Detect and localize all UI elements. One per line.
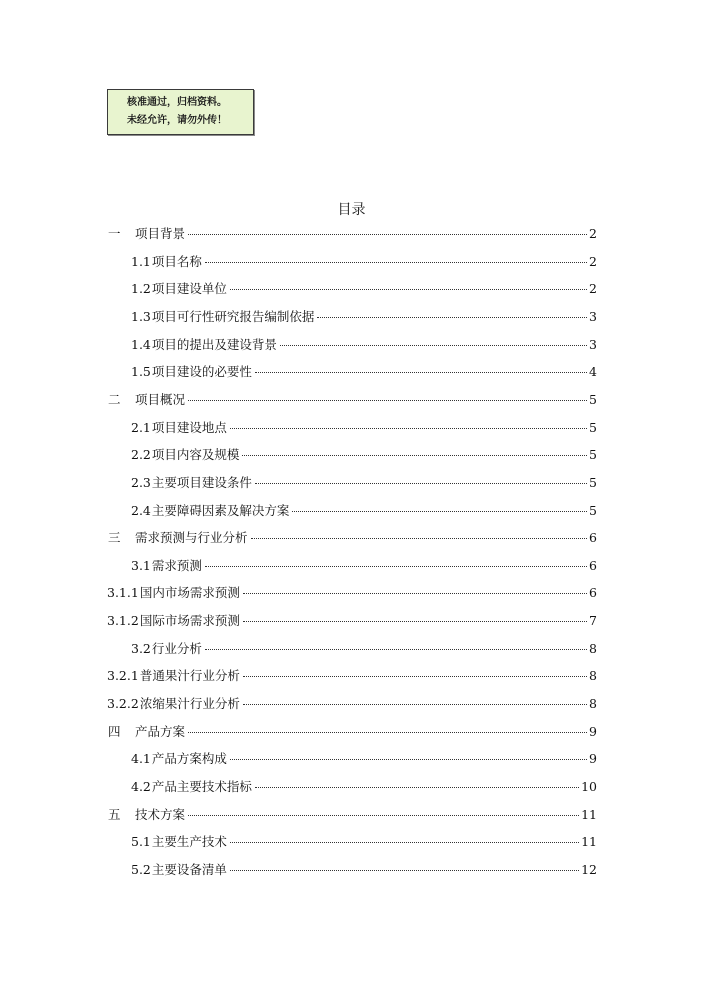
toc-entry-page: 2 [589,281,597,297]
toc-dot-leader [188,815,579,816]
toc-dot-leader [205,566,587,567]
toc-entry-title: 需求预测与行业分析 [135,530,248,546]
toc-entry-title: 行业分析 [151,640,202,656]
toc-entry-number: 1.3 [131,308,151,324]
toc-entry[interactable] [108,805,597,825]
toc-dot-leader [243,704,587,705]
toc-entry-number: 1.5 [131,364,151,380]
toc-entry-title: 项目名称 [151,253,202,269]
toc-entry-number: 2.3 [131,474,151,490]
toc-title: 目录 [337,202,366,218]
toc-entry-number: 3.2.1 [107,668,139,684]
toc-entry-page: 5 [589,447,597,463]
toc-entry[interactable] [131,473,597,493]
toc-entry-page: 5 [589,474,597,490]
toc-entry-number: 2.1 [131,419,151,435]
toc-entry-number: 四 [108,723,121,739]
toc-entry[interactable] [107,611,597,631]
toc-entry-page: 6 [589,557,597,573]
toc-entry-page: 5 [589,419,597,435]
toc-dot-leader [255,483,587,484]
toc-dot-leader [243,676,587,677]
toc-entry-number: 1.2 [131,281,151,297]
toc-entry-number: 2.2 [131,447,151,463]
toc-entry-title: 项目建设单位 [151,281,227,297]
toc-entry-page: 7 [589,613,597,629]
toc-entry[interactable] [131,279,597,299]
toc-entry[interactable] [131,777,597,797]
toc-entry-number: 5.1 [131,834,151,850]
toc-entry-number: 3.1.1 [107,585,139,601]
toc-entry-number: 2.4 [131,502,151,518]
toc-entry-number: 3.2 [131,640,151,656]
toc-entry[interactable] [131,418,597,438]
toc-entry-page: 6 [589,585,597,601]
toc-dot-leader [188,400,587,401]
toc-entry-title: 项目的提出及建设背景 [151,336,277,352]
toc-entry-title: 主要项目建设条件 [151,474,252,490]
toc-entry-page: 9 [589,751,597,767]
toc-entry-title: 主要生产技术 [151,834,227,850]
toc-dot-leader [280,345,587,346]
toc-entry-page: 12 [581,861,597,877]
toc-entry[interactable] [131,252,597,272]
toc-dot-leader [292,511,587,512]
toc-dot-leader [188,732,587,733]
toc-entry[interactable] [131,445,597,465]
toc-entry-number: 4.2 [131,779,151,794]
toc-entry-page: 8 [589,696,597,712]
toc-entry-number: 二 [108,391,121,407]
toc-dot-leader [230,759,587,760]
toc-dot-leader [317,317,587,318]
toc-dot-leader [230,870,579,871]
toc-dot-leader [230,842,579,843]
toc-entry[interactable] [108,528,597,548]
toc-entry-page: 10 [581,779,597,794]
toc-entry[interactable] [108,390,597,410]
toc-entry[interactable] [131,501,597,521]
toc-entry-page: 6 [589,530,597,546]
toc-entry-title: 需求预测 [151,557,202,573]
toc-entry-page: 3 [589,308,597,324]
toc-dot-leader [242,455,587,456]
toc-entry-number: 三 [108,530,121,546]
toc-entry-title: 浓缩果汁行业分析 [139,696,240,712]
toc-entry[interactable] [131,307,597,327]
toc-dot-leader [205,262,587,263]
toc-entry-title: 产品主要技术指标 [151,779,252,794]
toc-entry-number: 3.1 [131,557,151,573]
toc-dot-leader [205,649,587,650]
toc-entry-title: 普通果汁行业分析 [139,668,240,684]
toc-entry[interactable] [131,362,597,382]
toc-entry-page: 9 [589,723,597,739]
toc-dot-leader [255,787,579,788]
toc-entry-page: 3 [589,336,597,352]
toc-dot-leader [230,428,587,429]
approval-stamp [107,89,254,135]
toc-entry[interactable] [108,722,597,742]
toc-dot-leader [243,593,587,594]
toc-entry-page: 5 [589,391,597,407]
toc-entry-title: 项目背景 [135,226,186,241]
stamp-line-2: 未经允许，请勿外传！ [127,115,227,126]
toc-entry-number: 5.2 [131,861,151,877]
toc-entry-number: 五 [108,806,121,822]
toc-entry-title: 国际市场需求预测 [139,613,240,629]
toc-entry-title: 项目建设地点 [151,419,227,435]
toc-entry-title: 产品方案构成 [151,751,227,767]
toc-entry-title: 国内市场需求预测 [139,585,240,601]
toc-entry-page: 2 [589,253,597,269]
toc-entry-title: 项目概况 [135,391,186,407]
toc-entry-page: 4 [589,364,597,380]
toc-entry[interactable] [107,666,597,686]
toc-entry-number: 4.1 [131,751,151,767]
toc-entry[interactable] [131,832,597,852]
toc-entry[interactable] [131,335,597,355]
toc-entry-title: 主要障碍因素及解决方案 [151,502,290,518]
toc-entry[interactable] [131,556,597,576]
toc-entry[interactable] [108,224,597,244]
toc-dot-leader [243,621,587,622]
toc-entry-title: 项目建设的必要性 [151,364,252,380]
toc-entry[interactable] [131,860,597,880]
stamp-line-1: 核准通过，归档资料。 [127,97,227,108]
toc-entry-title: 技术方案 [135,806,186,822]
toc-entry-page: 8 [589,640,597,656]
toc-entry-page: 11 [581,834,597,850]
toc-dot-leader [251,538,588,539]
toc-entry-page: 8 [589,668,597,684]
toc-entry-number: 3.2.2 [107,696,139,712]
toc-entry[interactable] [131,639,597,659]
toc-entry-title: 产品方案 [135,723,186,739]
toc-entry-page: 2 [589,226,597,241]
toc-entry-title: 主要设备清单 [151,861,227,877]
toc-entry[interactable] [107,583,597,603]
toc-entry-number: 1.4 [131,336,151,352]
toc-entry-number: 1.1 [131,253,151,269]
toc-entry-title: 项目可行性研究报告编制依据 [151,308,315,324]
toc-dot-leader [230,289,587,290]
toc-entry-page: 11 [581,806,597,822]
toc-entry-number: 3.1.2 [107,613,139,629]
toc-entry-number: 一 [108,226,121,241]
toc-dot-leader [255,372,587,373]
toc-dot-leader [188,234,587,235]
toc-entry-page: 5 [589,502,597,518]
toc-entry-title: 项目内容及规模 [151,447,240,463]
toc-entry[interactable] [107,694,597,714]
toc-entry[interactable] [131,749,597,769]
